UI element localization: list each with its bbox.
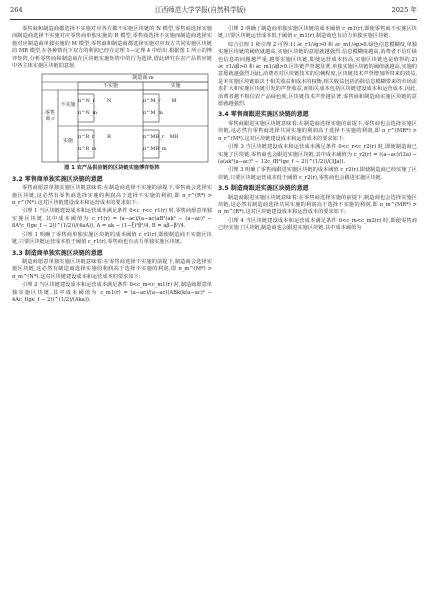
figure-caption: 图 1 农产品供应链的区块链实施博弈矩阵 [64, 165, 160, 172]
cell-mr-pi-r: π^MR_r [143, 134, 165, 141]
manufacturer-implement: 实施 [170, 83, 181, 90]
cell-mr-pi-m: π^MR_m [143, 146, 167, 153]
right-column [218, 26, 417, 234]
paragraph: 零售商跟进实施区块链意味着:在制造商选择实施的前提下,零售商也会选择实施区块链,这必然有零售商选择共同实施的利润高于选择不实施的利润,即 π_r^(MR*) > π_r^(M*).这对区块链建设成本和运营成本的要求如下: [218, 120, 417, 142]
cell-mr-label: MR [169, 134, 179, 141]
cell-r-label: R [107, 134, 111, 141]
manufacturer-header: 制造商 m [132, 75, 154, 82]
lemma-4: 引理 4 当区块链建设成本和运营成本满足条件 0<c_m<c_m2(r) 时,即使零售商已经实施了区块链,制造商也会跟进实施区块链.其中成本阈值为 [218, 217, 417, 232]
paragraph: 制造商愿意单独实施区块链意味着:在零售商选择不实施的前提下,制造商会选择实施区块链,这必然有制造商选择实施的利润高于选择不实施的利润,即 π_m^(M*) > π_m^(N*).这对区块链建设成本和运营成本的要求如下: [12, 258, 212, 280]
paragraph: 零售商愿意单独实施区块链意味着:在制造商选择不实施的前提下,零售商会选择实施区块链,这必然有零售商选择实施的利润高于选择不实施的利润,即 π_r^(R*) > π_r^(N*).这对区块链建设成本和运营成本的要求如下: [12, 185, 212, 207]
year: 2025 年 [391, 6, 417, 14]
cell-r-pi-r: π^R_r [78, 134, 95, 141]
paragraph: 引理 3 明确了零售商跟进实施区块链的成本阈值 c_r2(r).即使制造商已经实施了区块链,只要区块链运营成本低于阈值 c_r2(r),零售商也会跟进实施区块链. [218, 167, 417, 181]
left-column [12, 26, 212, 305]
paragraph: 制造商跟进实施区块链意味着:在零售商选择实施的前提下,制造商也会选择实施区块链,这必然有制造商选择共同实施的利润高于选择不实施的利润,即 π_m^(MR*) > π_m^(R*).这对区块链建设成本和运营成本的要求如下: [218, 194, 417, 216]
paragraph: 引理 1 明确了零售商单独实施区块链的成本阈值 c_r1(r),即使制造商不实施区块链,只要区块链运营成本低于阈值 c_r1(r),零售商也有动力单独实施区块链. [12, 231, 212, 246]
section-heading: 3.4 零售商跟进实施区块链的意愿 [218, 111, 309, 119]
manufacturer-not-implement: 不实施 [102, 83, 118, 90]
cell-n-pi-m: π^N_m [78, 110, 98, 117]
retailer-implement: 实施 [62, 138, 73, 145]
paragraph: 综合引理 1 和引理 2 可得:1) ∂c_r1/∂g>0 和 ∂c_m1/∂g>0.绿色信息模糊度,单独实施区块链的阈值就越高,实施区块链的意愿就越强烈.信息模糊度越高,消费者不信任绿色信息的问题越严重,越要实施区块链,即使运营成本较高,实施区块链也是值得的.2) ∂c_r1/∂β>0 和 ∂c_m1/∂β>0.区块链声誉越显著,单独实施区块链的阈值就越高,实施的意愿就越强烈.因此,消费者对区块链技术的信赖程度,区块链技术声誉增加所带来的效益,是本实施区块链取决于相关收益和成本的权衡,相关收益包括消除信息模糊带来的市场需求扩大和实施区块链引发的声誉收益,而相关成本包括区块链建设成本和运营成本.因此,消费者越不相信农产品绿色度,区块链技术声誉越显著,零售商和制造商实施区块链的意愿就越强烈. [218, 41, 417, 108]
game-matrix-figure [12, 72, 212, 164]
lemma-2: 引理 2 当区块链建设成本和运营成本满足条件 0<c_m<c_m1(r) 时,制造商愿意单独实施区块链.其中成本阈值为 c_m1(r) = (a−ac)/(a−ac)(ABk(k(a−ac)² − 4Ac_f(ge_f − 2))^(1/2)/(Aka)). [12, 282, 212, 303]
paragraph: 零售商和制造商都选择不实施对应各方都不实施区块链的 N 模型,零售商选择实施而制造商选择不实施对应零售商单独实施的 R 模型,零售商选择不实施而制造商选择实施对应制造商单独实施的 M 模型,零售商和制造商都选择实施对应双方共同实施区块链的 MR 模型,在各种情况下双方的利润已经在定理 1—定理 4 中给出.根据图 1 所示的博弈矩阵,分析零售商和制造商在区块链实施矩阵中的行为选择,借此研究在农产品供应链中各主体实施区块链的意愿. [12, 26, 212, 70]
cell-m-label: M [171, 98, 177, 105]
section-heading: 3.3 制造商单独实施区块链的意愿 [12, 249, 103, 257]
cell-n-pi-r: π^N_r [78, 98, 95, 105]
cell-m-pi-r: π^M_r [143, 98, 161, 105]
lemma-1: 引理 1 当区块链建设成本和运营成本满足条件 0<c_r<c_r1(r) 时,零售商愿意单独实施区块链.其中成本阈值为 c_r1(r) = (a−ac)/(a−ac(aB²(ak² − (a−ac)² − 8A²c_f(ge_f − 2))^(1/2))/(4aA)), A = ak − (1−ξ)²β²/4, B = aβ−β²/4. [12, 208, 212, 230]
cell-m-pi-m: π^M_m [143, 110, 163, 117]
section-heading: 3.2 零售商单独实施区块链的意愿 [12, 175, 103, 183]
page-header [10, 5, 417, 17]
section-heading: 3.5 制造商跟进实施区块链的意愿 [218, 185, 309, 193]
retailer-not-implement: 不实施 [60, 102, 76, 109]
page-number: 264 [10, 6, 23, 14]
journal-title: 江西师范大学学报(自然科学版) [155, 6, 246, 14]
cell-r-pi-m: π^R_m [78, 146, 97, 153]
header-rule [10, 19, 417, 20]
cell-n-label: N [106, 98, 112, 105]
retailer-header: 零售商 r [44, 110, 55, 123]
paragraph: 引理 2 明确了制造商单独实施区块链的成本阈值 c_m1(r),即使零售商不实施区块链,只要区块链运营成本低于阈值 c_m1(r),制造商也有动力单独实施区块链. [218, 26, 417, 40]
lemma-3: 引理 3 当区块链建设成本和运营成本满足条件 0<c_r<c_r2(r) 时,即使制造商已实施了区块链,零售商也会跟进实施区块链.其中成本阈值为 c_r2(r) = ((a−ac)/(3a) − (a(ak²(a−ac)² − 12c_fB²(ge_f − 2))^(1/2))/(3Ja)). [218, 144, 417, 165]
